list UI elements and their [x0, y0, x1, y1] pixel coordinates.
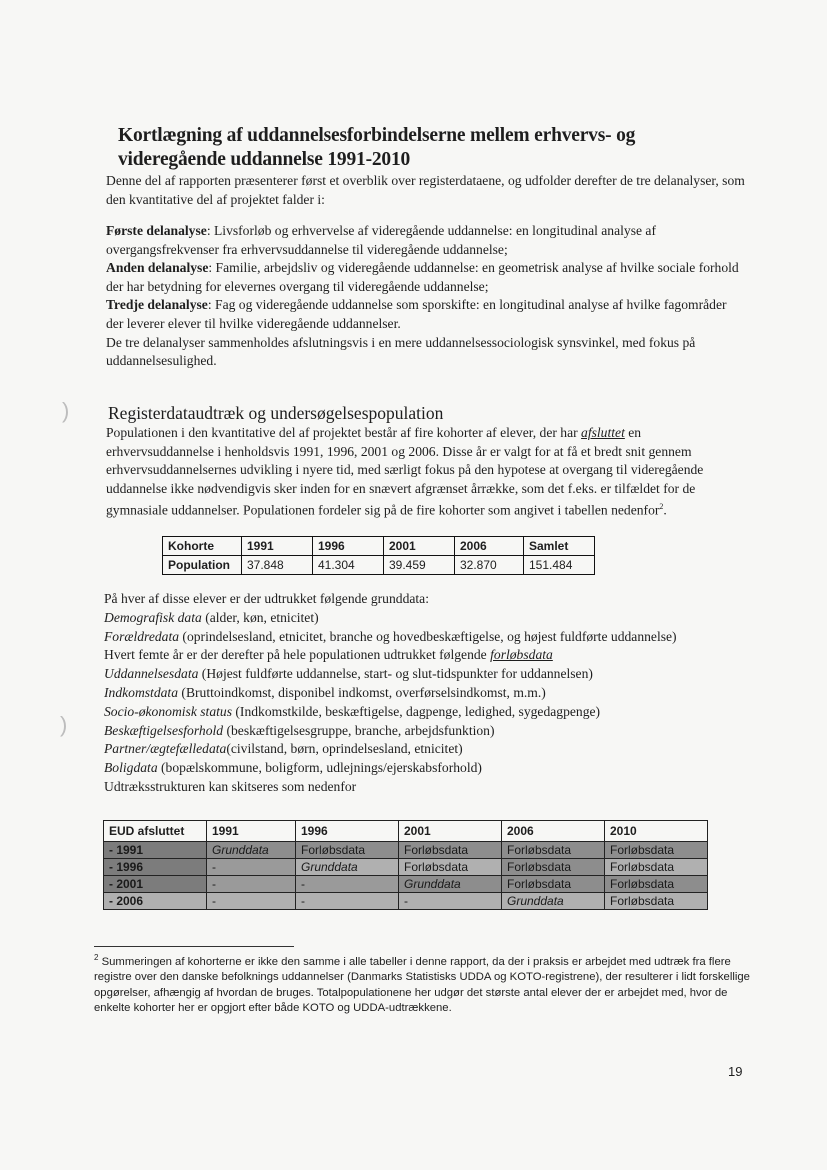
list-item: Partner/ægtefælledata(civilstand, børn, oprindelsesland, etnicitet)	[104, 741, 463, 757]
footnote-text: Summeringen af kohorterne er ikke den samme i alle tabeller i denne rapport, da der i praksis er arbejdet med udtræk fra flere registre over den danske befolknings uddannelser (Danmarks Statistisks UDDA og KOTO-registrene), der resulterer i lidt forskellige opgørelser, afhængig af hvordan de bruges. Totalpopulationene her udgør det største antal elever der er arbejdet med, hvor de enkelte kohorter her er opgjort efter både KOTO og UDDA-udtrækkene.	[94, 955, 750, 1014]
table-cell: 37.848	[242, 556, 313, 575]
table-cell: 151.484	[524, 556, 595, 575]
list-item: Beskæftigelsesforhold (beskæftigelsesgruppe, branche, arbejdsfunktion)	[104, 722, 495, 738]
analysis-item	[106, 296, 746, 333]
analysis-item	[106, 259, 746, 296]
column-header: EUD afsluttet	[104, 821, 207, 842]
row-header: - 2006	[104, 893, 207, 910]
document-title: Kortlægning af uddannelsesforbindelserne mellem erhvervs- og videregående uddannelse 1991-2010	[118, 125, 636, 170]
table-cell: Forløbsdata	[605, 876, 708, 893]
scan-margin-mark: )	[62, 398, 70, 423]
table-cell: Forløbsdata	[605, 842, 708, 859]
table-cell: Forløbsdata	[502, 859, 605, 876]
scan-margin-mark: )	[60, 712, 68, 737]
column-header: 1996	[313, 537, 384, 556]
column-header: 2006	[502, 821, 605, 842]
table-cell: 32.870	[455, 556, 524, 575]
footnote-divider	[94, 946, 294, 947]
analysis-label: Tredje delanalyse	[106, 297, 208, 313]
list-item: Indkomstdata (Bruttoindkomst, disponibel indkomst, overførselsindkomst, m.m.)	[104, 684, 546, 700]
table-cell: Forløbsdata	[605, 893, 708, 910]
page-number: 19	[728, 1064, 743, 1079]
column-header: 1996	[296, 821, 399, 842]
list-item: Demografisk data (alder, køn, etnicitet)	[104, 609, 319, 625]
row-header: - 1991	[104, 842, 207, 859]
analyses-list	[106, 222, 746, 371]
table-cell: Forløbsdata	[502, 876, 605, 893]
table-cell: -	[207, 876, 296, 893]
row-header: - 2001	[104, 876, 207, 893]
column-header: 2001	[399, 821, 502, 842]
population-paragraph: Populationen i den kvantitative del af projektet består af fire kohorter af elever, der har afsluttet en erhvervsuddannelse i henholdsvis 1991, 1996, 2001 og 2006. Disse år er valgt for at få et bredt snit gennem erhvervsuddannelsernes udvikling i nyere tid, med særligt fokus på den hypotese at overgang til videregående uddannelse ikke nødvendigvis sker inden for en snævert afgrænset årrække, som det f.eks. er tilfældet for de gymnasiale uddannelser. Populationen fordeler sig på de fire kohorter som angivet i tabellen nedenfor$^2$.	[106, 425, 704, 518]
analysis-text: : Livsforløb og erhvervelse af videregående uddannelse: en longitudinal analyse af overgangsfrekvenser fra erhvervsuddannelse til videregående uddannelse;	[106, 223, 656, 257]
table-row	[104, 893, 708, 910]
data-intro: På hver af disse elever er der udtrukket følgende grunddata:	[104, 591, 429, 606]
intro-paragraph: Denne del af rapporten præsenterer først et overblik over registerdataene, og udfolder derefter de tre delanalyser, som den kvantitative del af projektet falder i:	[106, 173, 745, 207]
column-header: 1991	[207, 821, 296, 842]
table-cell: Forløbsdata	[605, 859, 708, 876]
table-cell: Grunddata	[296, 859, 399, 876]
table-cell: 41.304	[313, 556, 384, 575]
footnote-mark: 2	[94, 953, 99, 962]
closing-paragraph: De tre delanalyser sammenholdes afslutningsvis i en mere uddannelsessociologisk synsvinkel, med fokus på uddannelsesulighed.	[106, 334, 696, 369]
followup-intro: Hvert femte år er der derefter på hele populationen udtrukket følgende forløbsdata	[104, 647, 553, 663]
extraction-structure-table	[103, 820, 708, 910]
row-header: - 1996	[104, 859, 207, 876]
table-cell: -	[207, 893, 296, 910]
list-item: Forældredata (oprindelsesland, etnicitet, branche og hovedbeskæftigelse, og højest fuldførte uddannelse)	[104, 628, 677, 644]
structure-line: Udtræksstrukturen kan skitseres som nedenfor	[104, 778, 357, 794]
analysis-text: : Fag og videregående uddannelse som sporskifte: en longitudinal analyse af hvilke fagområder der leverer elever til hvilke videregående uddannelser.	[106, 297, 727, 331]
section-heading: Registerdataudtræk og undersøgelsespopulation	[108, 403, 444, 423]
table-cell: Forløbsdata	[502, 842, 605, 859]
footnote	[94, 950, 754, 1016]
list-item: Uddannelsesdata (Højest fuldførte uddannelse, start- og slut-tidspunkter for uddannelsen)	[104, 666, 593, 682]
column-header: Kohorte	[163, 537, 242, 556]
table-row	[163, 556, 595, 575]
row-header: Population	[163, 556, 242, 575]
analysis-text: : Familie, arbejdsliv og videregående uddannelse: en geometrisk analyse af hvilke sociale forhold der har betydning for elevernes overgang til videregående uddannelse;	[106, 260, 739, 294]
table-header-row	[104, 821, 708, 842]
analysis-label: Anden delanalyse	[106, 260, 209, 276]
table-row	[104, 876, 708, 893]
table-cell: -	[296, 876, 399, 893]
table-cell: Forløbsdata	[399, 859, 502, 876]
table-cell: Forløbsdata	[399, 842, 502, 859]
analysis-item	[106, 222, 746, 259]
list-item: Boligdata (bopælskommune, boligform, udlejnings/ejerskabsforhold)	[104, 760, 482, 776]
emphasis-afsluttet: afsluttet	[581, 425, 625, 440]
data-list	[104, 590, 754, 797]
table-cell: Grunddata	[207, 842, 296, 859]
table-row	[104, 859, 708, 876]
analysis-label: Første delanalyse	[106, 223, 207, 238]
column-header: Samlet	[524, 537, 595, 556]
table-header-row	[163, 537, 595, 556]
column-header: 1991	[242, 537, 313, 556]
column-header: 2006	[455, 537, 524, 556]
cohort-population-table	[162, 536, 595, 575]
table-cell: Grunddata	[502, 893, 605, 910]
table-cell: -	[296, 893, 399, 910]
table-cell: Forløbsdata	[296, 842, 399, 859]
column-header: 2010	[605, 821, 708, 842]
table-cell: 39.459	[384, 556, 455, 575]
table-cell: Grunddata	[399, 876, 502, 893]
column-header: 2001	[384, 537, 455, 556]
footnote-reference[interactable]: 2	[659, 502, 664, 512]
list-item: Socio-økonomisk status (Indkomstkilde, beskæftigelse, dagpenge, ledighed, sygedagpenge)	[104, 703, 601, 719]
table-row	[104, 842, 708, 859]
table-cell: -	[207, 859, 296, 876]
table-cell: -	[399, 893, 502, 910]
